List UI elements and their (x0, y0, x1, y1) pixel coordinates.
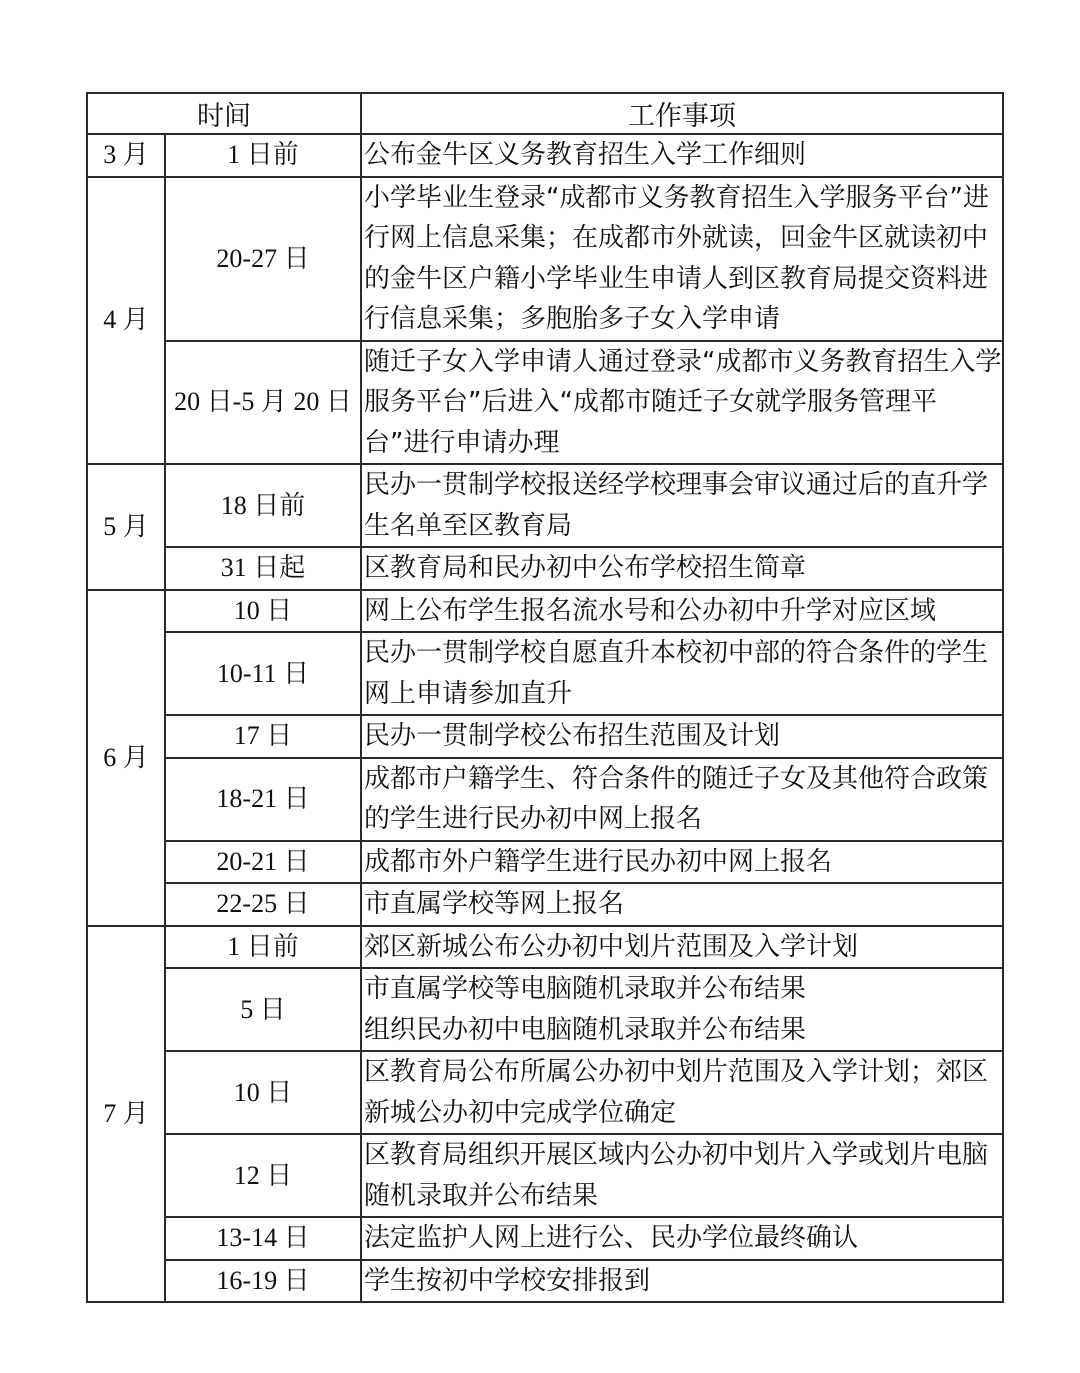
task-cell: 成都市户籍学生、符合条件的随迁子女及其他符合政策的学生进行民办初中网上报名 (361, 758, 1003, 841)
schedule-table (86, 92, 1004, 1303)
task-cell: 小学毕业生登录“成都市义务教育招生入学服务平台”进行网上信息采集；在成都市外就读，回金牛区就读初中的金牛区户籍小学毕业生申请人到区教育局提交资料进行信息采集；多胞胎多子女入学申请 (361, 177, 1003, 341)
table-row (87, 134, 1003, 177)
date-cell: 18-21 日 (165, 758, 361, 841)
table-row (87, 883, 1003, 926)
task-cell: 区教育局公布所属公办初中划片范围及入学计划；郊区新城公办初中完成学位确定 (361, 1051, 1003, 1134)
table-row (87, 715, 1003, 758)
date-cell: 10 日 (165, 1051, 361, 1134)
header-time: 时间 (87, 93, 361, 134)
task-cell: 市直属学校等网上报名 (361, 883, 1003, 926)
date-cell: 12 日 (165, 1134, 361, 1217)
task-cell: 随迁子女入学申请人通过登录“成都市义务教育招生入学服务平台”后进入“成都市随迁子女就学服务管理平台”进行申请办理 (361, 341, 1003, 465)
date-cell: 18 日前 (165, 464, 361, 547)
table-row (87, 177, 1003, 341)
table-row (87, 1217, 1003, 1260)
table-row (87, 1134, 1003, 1217)
date-cell: 13-14 日 (165, 1217, 361, 1260)
task-cell: 法定监护人网上进行公、民办学位最终确认 (361, 1217, 1003, 1260)
task-cell: 网上公布学生报名流水号和公办初中升学对应区域 (361, 590, 1003, 633)
date-cell: 20 日-5 月 20 日 (165, 341, 361, 465)
date-cell: 1 日前 (165, 926, 361, 969)
task-cell: 民办一贯制学校公布招生范围及计划 (361, 715, 1003, 758)
table-row (87, 1260, 1003, 1303)
header-row (87, 93, 1003, 134)
table-row (87, 1051, 1003, 1134)
task-cell: 区教育局和民办初中公布学校招生简章 (361, 547, 1003, 590)
task-cell: 民办一贯制学校自愿直升本校初中部的符合条件的学生网上申请参加直升 (361, 632, 1003, 715)
date-cell: 31 日起 (165, 547, 361, 590)
date-cell: 5 日 (165, 968, 361, 1051)
table-row (87, 632, 1003, 715)
date-cell: 1 日前 (165, 134, 361, 177)
task-cell: 市直属学校等电脑随机录取并公布结果 组织民办初中电脑随机录取并公布结果 (361, 968, 1003, 1051)
date-cell: 16-19 日 (165, 1260, 361, 1303)
date-cell: 20-21 日 (165, 841, 361, 884)
table-row (87, 758, 1003, 841)
header-task: 工作事项 (361, 93, 1003, 134)
date-cell: 20-27 日 (165, 177, 361, 341)
table-row (87, 547, 1003, 590)
date-cell: 10-11 日 (165, 632, 361, 715)
task-cell: 公布金牛区义务教育招生入学工作细则 (361, 134, 1003, 177)
table-row (87, 590, 1003, 633)
task-cell: 区教育局组织开展区域内公办初中划片入学或划片电脑随机录取并公布结果 (361, 1134, 1003, 1217)
table-row (87, 464, 1003, 547)
month-cell: 7 月 (87, 926, 165, 1303)
table-row (87, 341, 1003, 465)
month-cell: 3 月 (87, 134, 165, 177)
month-cell: 4 月 (87, 177, 165, 465)
date-cell: 22-25 日 (165, 883, 361, 926)
task-cell: 郊区新城公布公办初中划片范围及入学计划 (361, 926, 1003, 969)
task-cell: 成都市外户籍学生进行民办初中网上报名 (361, 841, 1003, 884)
date-cell: 17 日 (165, 715, 361, 758)
table-row (87, 926, 1003, 969)
table-row (87, 968, 1003, 1051)
table-row (87, 841, 1003, 884)
month-cell: 6 月 (87, 590, 165, 926)
date-cell: 10 日 (165, 590, 361, 633)
task-cell: 民办一贯制学校报送经学校理事会审议通过后的直升学生名单至区教育局 (361, 464, 1003, 547)
month-cell: 5 月 (87, 464, 165, 590)
task-cell: 学生按初中学校安排报到 (361, 1260, 1003, 1303)
